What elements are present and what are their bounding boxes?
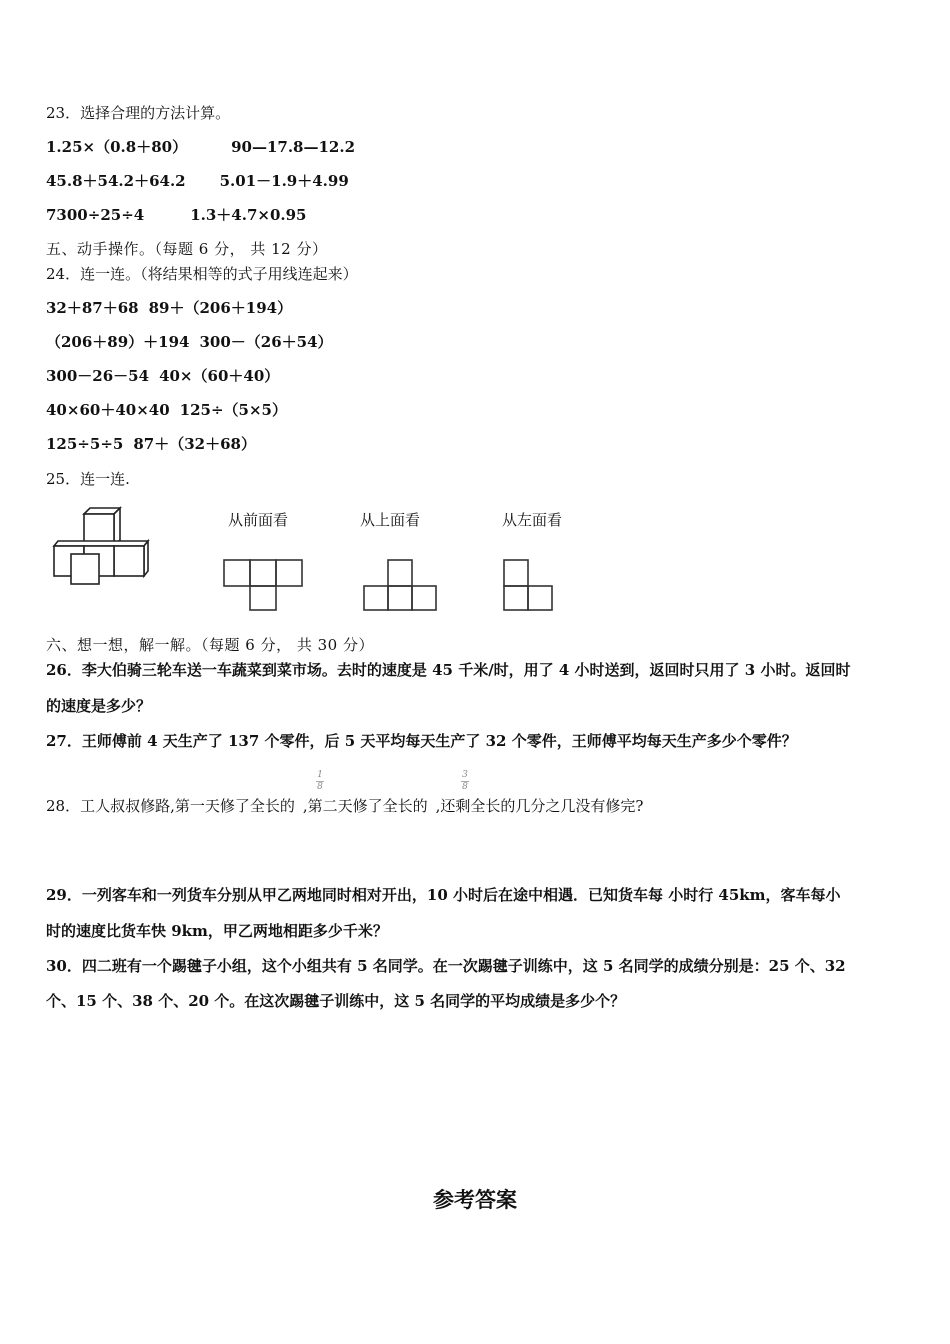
- q24-row: [46, 331, 333, 352]
- q23-expr: 7300÷25÷4: [46, 206, 145, 224]
- q24-left-expr: （206＋89）＋194: [46, 333, 190, 351]
- q24-row: [46, 297, 292, 318]
- view-label-left: 从左面看: [502, 511, 563, 529]
- section-six-heading: 六、想一想，解一解。（每题 6 分， 共 30 分）: [46, 636, 374, 654]
- left-view-shape: [502, 558, 558, 612]
- view-label-front: 从前面看: [228, 511, 289, 529]
- q24-heading: 24．连一连。（将结果相等的式子用线连起来）: [46, 265, 358, 283]
- q23-row-1: [46, 136, 355, 157]
- q30-line-2: 个、15 个、38 个、20 个。在这次踢毽子训练中，这 5 名同学的平均成绩是多少个？: [46, 992, 626, 1010]
- q23-row-2: [46, 170, 349, 191]
- fraction-numerator: 3: [462, 770, 468, 780]
- fraction-numerator: 1: [317, 770, 323, 780]
- q29-line-2: 时的速度比货车快 9km，甲乙两地相距多少千米？: [46, 922, 388, 940]
- q23-expr: 45.8＋54.2＋64.2: [46, 172, 186, 190]
- q24-right-expr: 125÷（5×5）: [179, 401, 287, 419]
- q26-line-1: 26．李大伯骑三轮车送一车蔬菜到菜市场。去时的速度是 45 千米/时，用了 4 小时送到，返回时只用了 3 小时。返回时: [46, 661, 851, 679]
- q26-line-2: 的速度是多少？: [46, 697, 152, 715]
- answers-title: 参考答案: [433, 1188, 517, 1212]
- cube-stack-figure: [48, 506, 150, 586]
- q23-expr: 5.01－1.9＋4.99: [219, 172, 349, 190]
- top-view-shape: [362, 558, 442, 612]
- q27-text: 27．王师傅前 4 天生产了 137 个零件，后 5 天平均每天生产了 32 个零件，王师傅平均每天生产多少个零件？: [46, 732, 797, 750]
- q23-expr: 90—17.8—12.2: [231, 138, 356, 156]
- q25-heading: 25．连一连.: [46, 470, 130, 488]
- q24-row: [46, 365, 279, 386]
- q23-heading: 23．选择合理的方法计算。: [46, 104, 231, 122]
- q24-right-expr: 89＋（206＋194）: [148, 299, 293, 317]
- fraction-denominator: 8: [317, 782, 323, 792]
- q28-fraction-2: [460, 771, 470, 792]
- q28-part-3: ,还剩全长的几分之几没有修完?: [435, 797, 644, 815]
- q24-right-expr: 40×（60＋40）: [159, 367, 280, 385]
- q24-left-expr: 125÷5÷5: [46, 435, 124, 453]
- fraction-denominator: 8: [462, 782, 468, 792]
- q24-row: [46, 399, 287, 420]
- q24-right-expr: 87＋（32＋68）: [133, 435, 256, 453]
- q28-part-2: ,第二天修了全长的: [302, 797, 428, 815]
- q24-left-expr: 300－26－54: [46, 367, 150, 385]
- q28-fraction-1: [315, 771, 325, 792]
- q28-part-1: 28．工人叔叔修路,第一天修了全长的: [46, 797, 295, 815]
- q29-line-1: 29．一列客车和一列货车分别从甲乙两地同时相对开出，10 小时后在途中相遇．已知货车每 小时行 45km，客车每小: [46, 886, 841, 904]
- q23-row-3: [46, 204, 307, 225]
- q24-left-expr: 40×60＋40×40: [46, 401, 170, 419]
- q23-expr: 1.3＋4.7×0.95: [190, 206, 307, 224]
- q24-left-expr: 32＋87＋68: [46, 299, 139, 317]
- view-label-top: 从上面看: [360, 511, 421, 529]
- q30-line-1: 30．四二班有一个踢毽子小组，这个小组共有 5 名同学。在一次踢毽子训练中，这 5 名同学的成绩分别是：25 个、32: [46, 957, 846, 975]
- q23-expr: 1.25×（0.8＋80）: [46, 138, 188, 156]
- q24-right-expr: 300－（26＋54）: [199, 333, 333, 351]
- q24-row: [46, 433, 256, 454]
- section-five-heading: 五、动手操作。（每题 6 分， 共 12 分）: [46, 240, 328, 258]
- q28-text: [46, 795, 643, 816]
- front-view-shape: [222, 556, 306, 612]
